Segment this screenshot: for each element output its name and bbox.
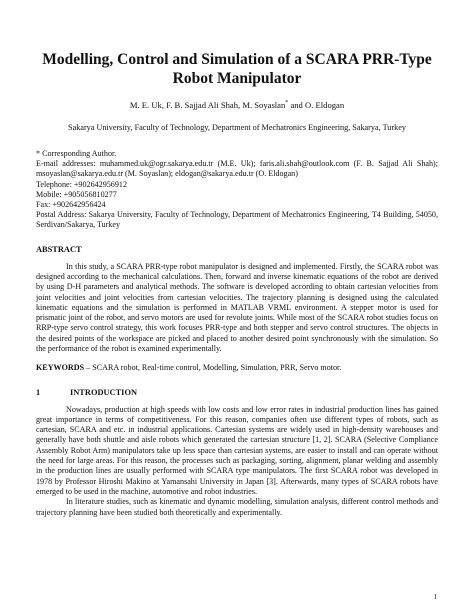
keywords (36, 363, 438, 373)
contact-block (36, 149, 438, 231)
corresponding-author-mark: * (285, 100, 289, 107)
author-names-tail: and O. Eldogan (288, 100, 345, 110)
contact-line: Postal Address: Sakarya University, Faculty of Technology, Department of Mechatronics Engineering, T4 Building, 54050, Serdivan/Sakarya, Turkey (36, 210, 438, 230)
introduction-heading (36, 388, 438, 397)
contact-line: E-mail addresses: muhammed.uk@ogr.sakarya.edu.tr (M.E. Uk); faris.ali.shah@outlook.com (F. B. Sajjad Ali Shah); msoyaslan@sakarya.edu.tr (M. Soyaslan); eldogan@sakarya.edu.tr (O. Eldogan) (36, 159, 438, 179)
section-title: INTRODUCTION (70, 387, 138, 397)
section-number: 1 (36, 387, 41, 397)
author-list (36, 100, 438, 110)
keywords-label: KEYWORDS (36, 363, 85, 373)
author-names: M. E. Uk, F. B. Sajjad Ali Shah, M. Soyaslan (129, 100, 286, 110)
affiliation: Sakarya University, Faculty of Technology, Department of Mechatronics Engineering, Sakarya, Turkey (68, 123, 406, 132)
contact-line: * Corresponding Author. (36, 149, 117, 158)
contact-line: Telephone: +902642956912 (36, 179, 127, 189)
abstract-heading: ABSTRACT (36, 244, 82, 254)
abstract-text: In this study, a SCARA PRR-type robot manipulator is designed and implemented. Firstly, the SCARA robot was designed according to the mechanical calculations. Then, forward and inverse kinematic equations of the robot are derived by using D-H parameters and analytical methods. The software is developed according to obtain cartesian velocities from joint velocities and joint velocities from cartesian velocities. The trajectory planning is designed using the calculated kinematic equations and the simulation is performed in MATLAB VRML environment. A stepper motor is used for prismatic joint of the robot, and servo motors are used for revolute joints. While most of the SCARA robot studies focus on RRP-type servo control strategy, this work focuses PRR-type and both stepper and servo control structures. The objects in the desired points of the workspace are picked and placed to another desired point synchronously with the simulation. So the performance of the robot is examined experimentally. (36, 261, 438, 353)
page-number: 1 (433, 593, 437, 601)
intro-paragraph: Nowadays, production at high speeds with low costs and low error rates in industrial production lines has gained great importance in terms of competitiveness. For this reason, companies often use different types of robots, such as cartesian, SCARA and etc. in industrial applications. Cartesian systems are widely used in high-density warehouses and generally have both shuttle and aisle robots which generated the cartesian structure [1, 2]. SCARA (Selective Compliance Assembly Robot Arm) manipulators take up less space than cartesian systems, are easier to install and can operate without the need for large areas. For this reason, the processes such as packaging, sorting, alignment, planar welding and assembly in the production lines are usually performed with SCARA type manipulators. The first SCARA robot was developed in 1978 by Professor Hiroshi Makino at Yamansahi University in Japan [3]. Afterwards, many types of SCARA robots have emerged to be used in the machine, automotive and robot industries. (36, 404, 438, 496)
intro-paragraph: In literature studies, such as kinematic and dynamic modelling, simulation analysis, different control methods and trajectory planning have been studied both theoretically and experimentally. (36, 497, 438, 517)
paper-title: Modelling, Control and Simulation of a SCARA PRR-Type Robot Manipulator (42, 51, 432, 87)
keywords-text: – SCARA robot, Real-time control, Modelling, Simulation, PRR, Servo motor. (84, 363, 342, 373)
contact-line: Mobile: +905056810277 (36, 189, 117, 199)
contact-line: Fax: +902642956424 (36, 200, 106, 210)
